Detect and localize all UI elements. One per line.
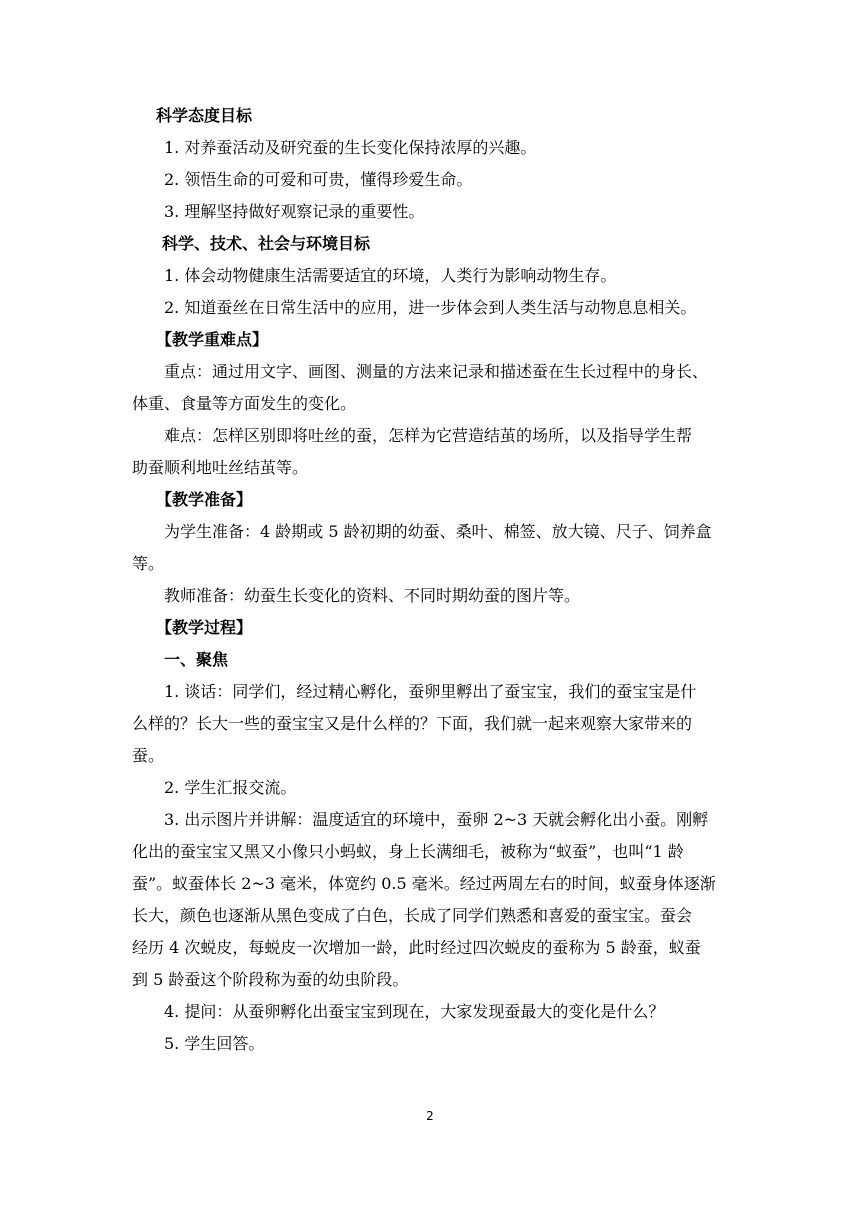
page-number: 2 bbox=[426, 1109, 434, 1123]
heading-key-points: 【教学重难点】 bbox=[156, 330, 269, 349]
attitude-item-3: 3. 理解坚持做好观察记录的重要性。 bbox=[164, 202, 425, 221]
focus-5: 5. 学生回答。 bbox=[164, 1034, 265, 1053]
focus-3-line-5: 经历 4 次蜕皮，每蜕皮一次增加一龄，此时经过四次蜕皮的蚕称为 5 龄蚕，蚁蚕 bbox=[132, 938, 701, 957]
prep-teacher: 教师准备：幼蚕生长变化的资料、不同时期幼蚕的图片等。 bbox=[164, 586, 581, 605]
difficulty-line-2: 助蚕顺利地吐丝结茧等。 bbox=[132, 458, 309, 477]
key-point-line-2: 体重、食量等方面发生的变化。 bbox=[132, 394, 357, 413]
focus-4: 4. 提问：从蚕卵孵化出蚕宝宝到现在，大家发现蚕最大的变化是什么？ bbox=[164, 1002, 665, 1021]
key-point-line-1: 重点：通过用文字、画图、测量的方法来记录和描述蚕在生长过程中的身长、 bbox=[164, 362, 709, 381]
focus-1-line-1: 1. 谈话：同学们，经过精心孵化，蚕卵里孵出了蚕宝宝，我们的蚕宝宝是什 bbox=[164, 682, 697, 701]
focus-2: 2. 学生汇报交流。 bbox=[164, 778, 297, 797]
focus-1-line-3: 蚕。 bbox=[132, 746, 165, 765]
stse-item-1: 1. 体会动物健康生活需要适宜的环境，人类行为影响动物生存。 bbox=[164, 266, 617, 285]
attitude-item-2: 2. 领悟生命的可爱和可贵，懂得珍爱生命。 bbox=[164, 170, 473, 189]
heading-preparation: 【教学准备】 bbox=[156, 490, 253, 509]
focus-1-line-2: 么样的？长大一些的蚕宝宝又是什么样的？下面，我们就一起来观察大家带来的 bbox=[132, 714, 693, 733]
heading-process: 【教学过程】 bbox=[156, 618, 253, 637]
heading-focus: 一、聚焦 bbox=[164, 650, 229, 669]
prep-students-line-2: 等。 bbox=[132, 554, 165, 573]
focus-3-line-6: 到 5 龄蚕这个阶段称为蚕的幼虫阶段。 bbox=[132, 970, 409, 989]
focus-3-line-2: 化出的蚕宝宝又黑又小像只小蚂蚁，身上长满细毛，被称为“蚁蚕”，也叫“1 龄 bbox=[132, 842, 684, 861]
focus-3-line-4: 长大，颜色也逐渐从黑色变成了白色，长成了同学们熟悉和喜爱的蚕宝宝。蚕会 bbox=[132, 906, 693, 925]
heading-stse-goals: 科学、技术、社会与环境目标 bbox=[162, 234, 371, 253]
focus-3-line-1: 3. 出示图片并讲解：温度适宜的环境中，蚕卵 2~3 天就会孵化出小蚕。刚孵 bbox=[164, 810, 709, 829]
heading-attitude-goals: 科学态度目标 bbox=[156, 106, 253, 125]
attitude-item-1: 1. 对养蚕活动及研究蚕的生长变化保持浓厚的兴趣。 bbox=[164, 138, 537, 157]
focus-3-line-3: 蚕”。蚁蚕体长 2~3 毫米，体宽约 0.5 毫米。经过两周左右的时间，蚁蚕身体逐渐 bbox=[132, 874, 716, 893]
document-body bbox=[132, 102, 752, 1058]
difficulty-line-1: 难点：怎样区别即将吐丝的蚕，怎样为它营造结茧的场所，以及指导学生帮 bbox=[164, 426, 693, 445]
stse-item-2: 2. 知道蚕丝在日常生活中的应用，进一步体会到人类生活与动物息息相关。 bbox=[164, 298, 697, 317]
prep-students-line-1: 为学生准备：4 龄期或 5 龄初期的幼蚕、桑叶、棉签、放大镜、尺子、饲养盒 bbox=[164, 522, 712, 541]
